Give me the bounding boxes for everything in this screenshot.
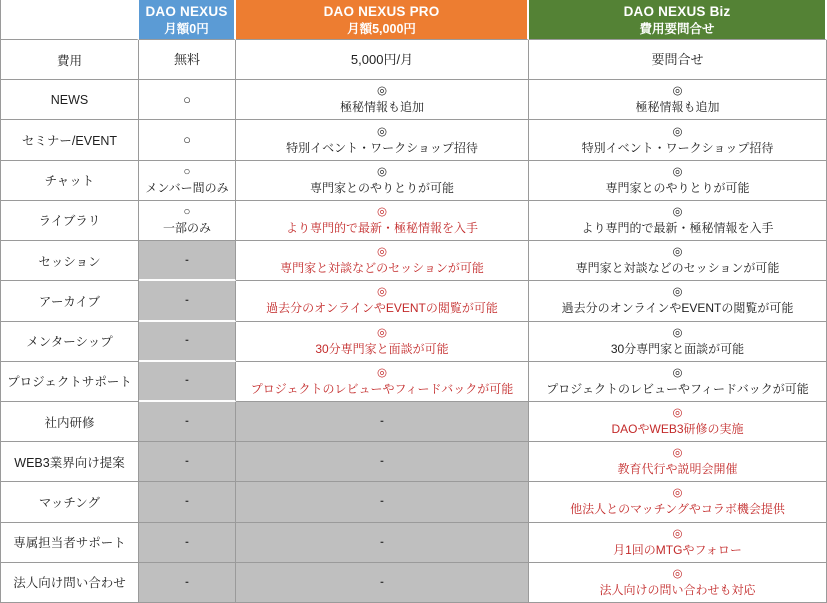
- rating-mark: ◎: [672, 205, 683, 218]
- plan-feature-cell: [236, 201, 529, 241]
- rating-mark: ◎: [672, 165, 683, 178]
- cell-text: 他法人とのマッチングやコラボ機会提供: [570, 502, 785, 517]
- plan-feature-cell: [529, 563, 827, 603]
- not-available-cell: [139, 563, 236, 603]
- dash-mark: -: [380, 535, 384, 548]
- plan-name: DAO NEXUS PRO: [323, 3, 440, 19]
- plan-feature-cell: [529, 201, 827, 241]
- dash-mark: -: [185, 293, 189, 306]
- cell-text: 専門家と対談などのセッションが可能: [575, 261, 780, 276]
- not-available-cell: [139, 322, 236, 362]
- rating-mark: ◎: [672, 366, 683, 379]
- not-available-cell: [139, 442, 236, 482]
- feature-label: 社内研修: [1, 402, 139, 442]
- plan-feature-cell: [236, 120, 529, 160]
- rating-mark: ◎: [672, 286, 683, 299]
- rating-mark: ○: [183, 205, 191, 218]
- feature-label: マッチング: [1, 482, 139, 522]
- plan-feature-cell: [236, 362, 529, 402]
- cell-text: 要問合せ: [651, 51, 704, 67]
- plan-name: DAO NEXUS Biz: [623, 3, 731, 19]
- cell-text: 30分専門家と面談が可能: [610, 341, 745, 356]
- cell-text: 専門家と対談などのセッションが可能: [280, 261, 484, 276]
- dash-mark: -: [185, 253, 189, 266]
- plan-feature-cell: [236, 40, 529, 80]
- plan-feature-cell: [236, 241, 529, 281]
- feature-label: セッション: [1, 241, 139, 281]
- plan-name: DAO NEXUS: [145, 3, 228, 19]
- cell-text: 過去分のオンラインやEVENTの閲覧が可能: [561, 301, 794, 316]
- cell-text: メンバー間のみ: [145, 180, 229, 195]
- feature-label: アーカイブ: [1, 281, 139, 321]
- plan-header-pro: [236, 0, 529, 40]
- rating-mark: ◎: [376, 286, 388, 299]
- plan-feature-cell: [529, 161, 827, 201]
- feature-label: セミナー/EVENT: [1, 120, 139, 160]
- cell-text: 専門家とのやりとりが可能: [605, 180, 750, 195]
- cell-text: 月1回のMTGやフォロー: [613, 542, 742, 557]
- cell-text: 特別イベント・ワークショップ招待: [581, 140, 774, 155]
- rating-mark: ◎: [672, 567, 683, 580]
- rating-mark: ◎: [672, 487, 683, 500]
- cell-text: ○: [183, 132, 191, 148]
- dash-mark: -: [380, 495, 384, 508]
- plan-feature-cell: [529, 442, 827, 482]
- dash-mark: -: [185, 535, 189, 548]
- feature-label: 専属担当者サポート: [1, 523, 139, 563]
- cell-text: 教育代行や説明会開催: [617, 462, 738, 477]
- cell-text: 専門家とのやりとりが可能: [309, 180, 454, 195]
- rating-mark: ◎: [672, 407, 683, 420]
- cell-text: ○: [183, 91, 191, 107]
- cell-text: 5,000円/月: [350, 51, 414, 67]
- rating-mark: ◎: [672, 125, 683, 138]
- not-available-cell: [236, 402, 529, 442]
- not-available-cell: [236, 523, 529, 563]
- rating-mark: ◎: [672, 326, 683, 339]
- plan-feature-cell: [139, 120, 236, 160]
- plan-feature-cell: [529, 322, 827, 362]
- plan-feature-cell: [139, 201, 236, 241]
- not-available-cell: [139, 523, 236, 563]
- plan-header-biz: [529, 0, 827, 40]
- cell-text: より専門的で最新・極秘情報を入手: [581, 220, 774, 235]
- cell-text: より専門的で最新・極秘情報を入手: [285, 220, 478, 235]
- rating-mark: ◎: [672, 85, 683, 98]
- plan-feature-cell: [139, 40, 236, 80]
- cell-text: 極秘情報も追加: [635, 100, 720, 115]
- plan-feature-cell: [139, 80, 236, 120]
- dash-mark: -: [380, 575, 384, 588]
- not-available-cell: [236, 482, 529, 522]
- dash-mark: -: [185, 495, 189, 508]
- feature-label: ライブラリ: [1, 201, 139, 241]
- not-available-cell: [236, 442, 529, 482]
- plan-feature-cell: [529, 40, 827, 80]
- plan-feature-cell: [236, 161, 529, 201]
- rating-mark: ◎: [672, 527, 683, 540]
- cell-text: プロジェクトのレビューやフィードバックが可能: [546, 381, 809, 396]
- rating-mark: ◎: [376, 366, 388, 379]
- plan-feature-cell: [529, 402, 827, 442]
- dash-mark: -: [185, 334, 189, 347]
- plan-feature-cell: [529, 523, 827, 563]
- rating-mark: ◎: [672, 246, 683, 259]
- rating-mark: ◎: [376, 125, 388, 138]
- rating-mark: ◎: [672, 447, 683, 460]
- feature-label: 費用: [1, 40, 139, 80]
- cell-text: プロジェクトのレビューやフィードバックが可能: [250, 381, 514, 396]
- feature-label: メンターシップ: [1, 322, 139, 362]
- not-available-cell: [139, 402, 236, 442]
- rating-mark: ◎: [376, 326, 388, 339]
- corner-cell: [1, 0, 139, 40]
- rating-mark: ○: [183, 165, 191, 178]
- feature-label: NEWS: [1, 80, 139, 120]
- feature-label: 法人向け問い合わせ: [1, 563, 139, 603]
- plan-feature-cell: [529, 120, 827, 160]
- not-available-cell: [236, 563, 529, 603]
- feature-label: プロジェクトサポート: [1, 362, 139, 402]
- cell-text: 30分専門家と面談が可能: [315, 341, 449, 356]
- plan-feature-cell: [236, 80, 529, 120]
- plan-feature-cell: [139, 161, 236, 201]
- cell-text: 無料: [173, 51, 200, 67]
- rating-mark: ◎: [376, 85, 388, 98]
- cell-text: 極秘情報も追加: [339, 100, 424, 115]
- cell-text: 法人向けの問い合わせも対応: [599, 582, 756, 597]
- not-available-cell: [139, 362, 236, 402]
- dash-mark: -: [380, 415, 384, 428]
- plan-price: 費用要問合せ: [639, 21, 715, 36]
- plan-feature-cell: [236, 322, 529, 362]
- feature-label: チャット: [1, 161, 139, 201]
- dash-mark: -: [185, 455, 189, 468]
- not-available-cell: [139, 281, 236, 321]
- dash-mark: -: [185, 374, 189, 387]
- cell-text: 特別イベント・ワークショップ招待: [286, 140, 478, 155]
- rating-mark: ◎: [376, 165, 388, 178]
- plan-header-nexus: [139, 0, 236, 40]
- plan-feature-cell: [529, 241, 827, 281]
- dash-mark: -: [185, 415, 189, 428]
- rating-mark: ◎: [376, 205, 388, 218]
- cell-text: 一部のみ: [162, 220, 211, 235]
- feature-label: WEB3業界向け提案: [1, 442, 139, 482]
- plan-price: 月額0円: [164, 21, 209, 36]
- dash-mark: -: [380, 455, 384, 468]
- plan-feature-cell: [236, 281, 529, 321]
- not-available-cell: [139, 482, 236, 522]
- plan-feature-cell: [529, 482, 827, 522]
- rating-mark: ◎: [376, 246, 388, 259]
- plan-feature-cell: [529, 362, 827, 402]
- dash-mark: -: [185, 575, 189, 588]
- cell-text: DAOやWEB3研修の実施: [611, 422, 744, 437]
- plan-feature-cell: [529, 281, 827, 321]
- cell-text: 過去分のオンラインやEVENTの閲覧が可能: [266, 301, 498, 316]
- not-available-cell: [139, 241, 236, 281]
- plan-price: 月額5,000円: [347, 21, 416, 36]
- plan-feature-cell: [529, 80, 827, 120]
